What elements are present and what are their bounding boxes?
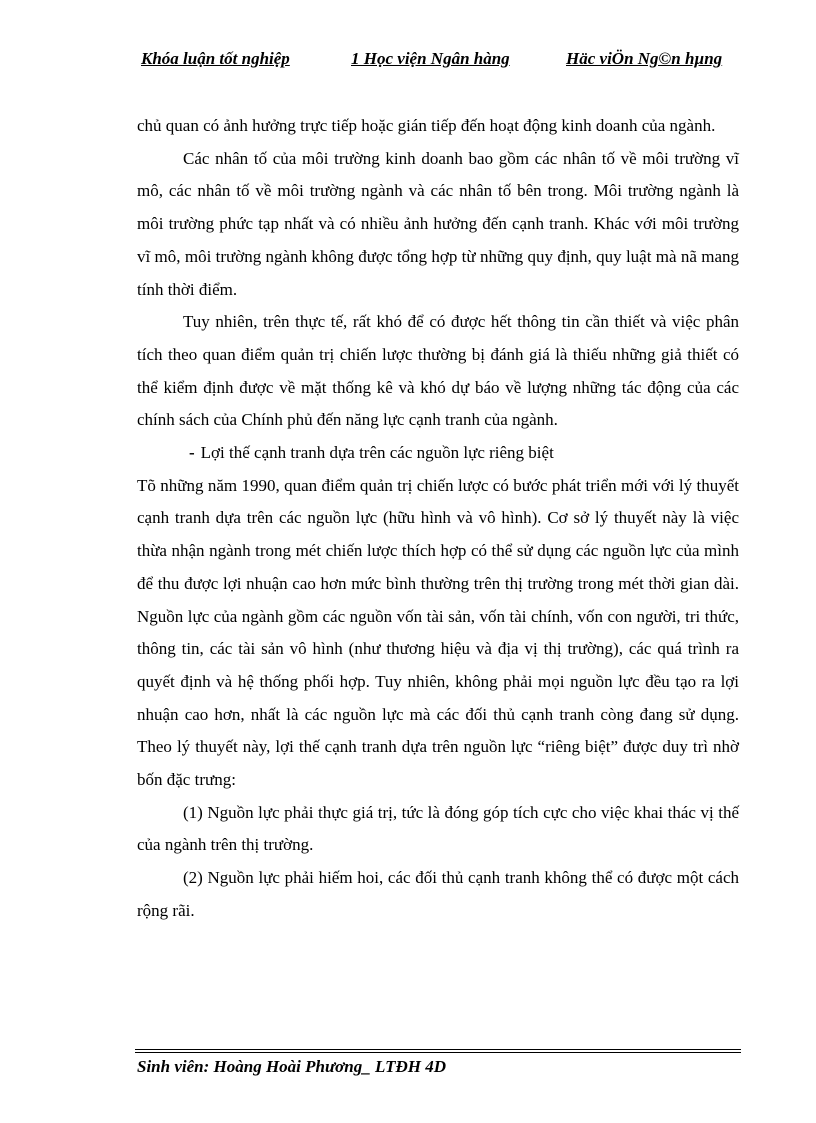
header-institution: 1 Học viện Ngân hàng — [351, 49, 510, 68]
section-heading — [137, 437, 739, 470]
paragraph-3: Tuy nhiên, trên thực tế, rất khó để có được hết thông tin cần thiết và việc phân tích theo quan điểm quản trị chiến lược thường bị đánh giá là thiếu những giả thiết có thể kiểm định được về mặt thống kê và khó dự báo về lượng những tác động của các chính sách của Chính phủ đến năng lực cạnh tranh của ngành. — [137, 312, 739, 430]
section-heading-text: Lợi thế cạnh tranh dựa trên các nguồn lực riêng biệt — [200, 443, 554, 463]
paragraph-1: chủ quan có ảnh hưởng trực tiếp hoặc gián tiếp đến hoạt động kinh doanh của ngành. — [137, 116, 716, 135]
paragraph-6: (2) Nguồn lực phải hiếm hoi, các đối thủ cạnh tranh không thể có được một cách rộng rãi. — [137, 868, 739, 920]
paragraph-4: Tõ những năm 1990, quan điểm quản trị chiến lược có bước phát triển mới với lý thuyết cạnh tranh dựa trên các nguồn lực (hữu hình và vô hình). Cơ sở lý thuyết này là việc thừa nhận ngành trong mét chiến lược thích hợp có thể sử dụng các nguồn lực của mình để thu được lợi nhuận cao hơn mức bình thường trên thị trường trong mét thời gian dài. Nguồn lực của ngành gồm các nguồn vốn tài sản, vốn tài chính, vốn con người, tri thức, thông tin, các tài sản vô hình (như thương hiệu và địa vị thị trường), các quá trình ra quyết định và hệ thống phối hợp. Tuy nhiên, không phải mọi nguồn lực đều tạo ra lợi nhuận cao hơn, nhất là các nguồn lực mà các đối thủ cạnh tranh còng đang sử dụng. Theo lý thuyết này, lợi thế cạnh tranh dựa trên nguồn lực “riêng biệt” được duy trì nhờ bốn đặc trưng: — [137, 475, 739, 790]
paragraph-2: Các nhân tố của môi trường kinh doanh bao gồm các nhân tố về môi trường vĩ mô, các nhân tố về môi trường ngành và các nhân tố bên trong. Môi trường ngành là môi trường phức tạp nhất và có nhiều ảnh hưởng đến cạnh tranh. Khác với môi trường vĩ mô, môi trường ngành không được tổng hợp từ những quy định, quy luật mà nã mang tính thời điểm. — [137, 148, 739, 299]
body-text — [137, 110, 739, 928]
paragraph-5: (1) Nguồn lực phải thực giá trị, tức là đóng góp tích cực cho việc khai thác vị thế của ngành trên thị trường. — [137, 802, 739, 855]
page-footer: Sinh viên: Hoàng Hoài Phương_ LTĐH 4D — [137, 1057, 446, 1076]
heading-bullet: - — [189, 443, 195, 463]
page-header — [138, 47, 736, 73]
header-institution-legacy-font: Häc viÖn Ng©n hµng — [566, 49, 723, 68]
footer-divider — [135, 1049, 741, 1053]
header-thesis-label: Khóa luận tốt nghiệp — [141, 49, 290, 68]
